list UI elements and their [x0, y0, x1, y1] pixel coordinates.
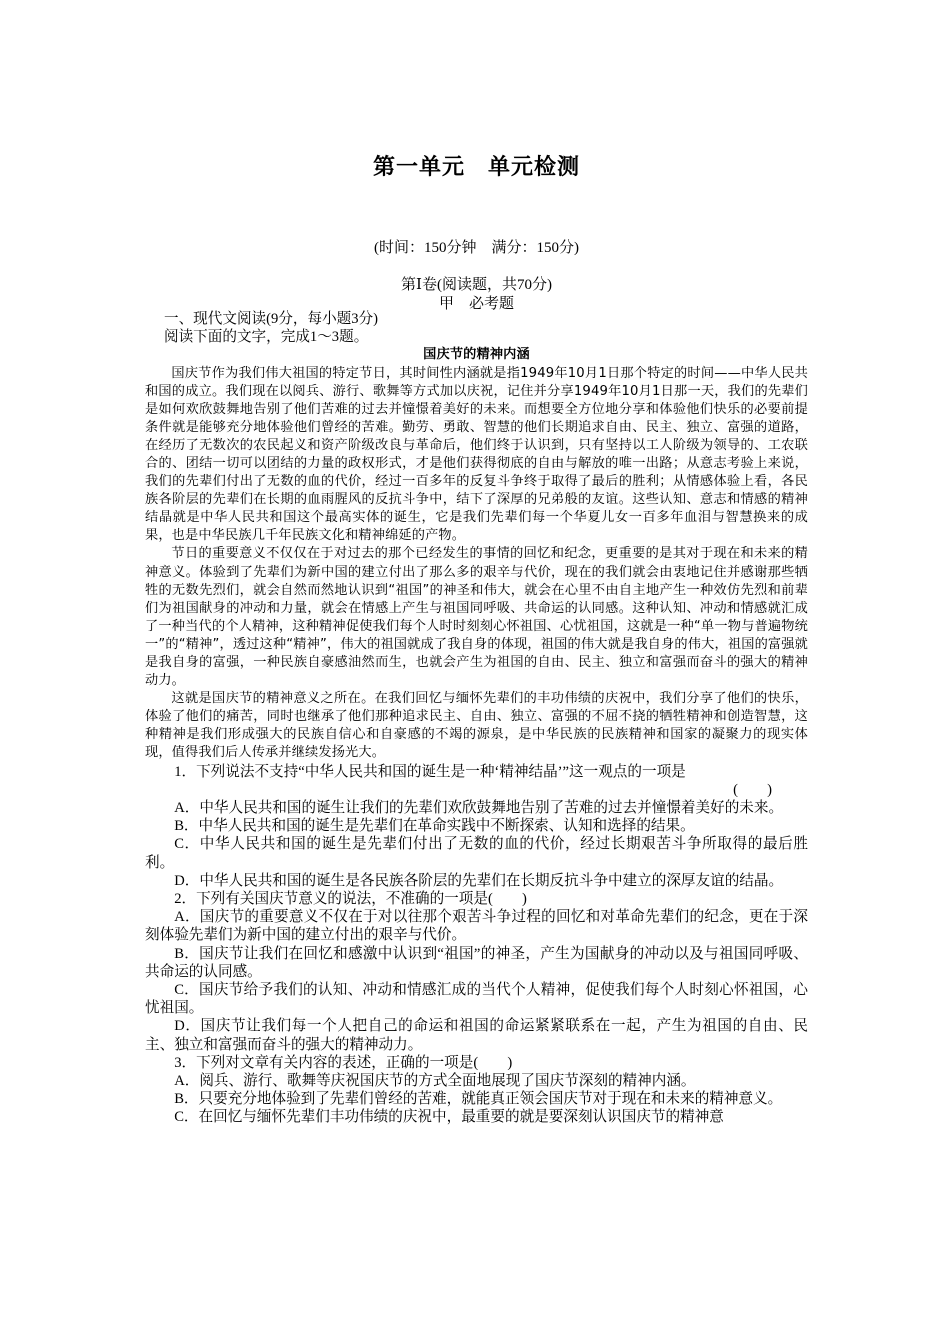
option-c: C．国庆节给予我们的认知、冲动和情感汇成的当代个人精神，促使我们每个人时刻心怀祖国，心忧祖国。 — [145, 982, 808, 1017]
option-c: C．中华人民共和国的诞生是先辈们付出了无数的血的代价，经过长期艰苦斗争所取得的最后胜利。 — [145, 836, 808, 871]
option-a: A．中华人民共和国的诞生让我们的先辈们欢欣鼓舞地告别了苦难的过去并憧憬着美好的未来。 — [174, 799, 784, 816]
page-title: 第一单元 单元检测 — [372, 155, 580, 180]
option-d: D．中华人民共和国的诞生是各民族各阶层的先辈们在长期反抗斗争中建立的深厚友谊的结晶。 — [174, 872, 784, 889]
exam-body — [145, 310, 808, 1127]
required-heading: 甲 必考题 — [438, 296, 514, 312]
article-paragraph: 节日的重要意义不仅仅在于对过去的那个已经发生的事情的回忆和纪念，更重要的是其对于现在和未来的精神意义。体验到了先辈们为新中国的建立付出了那么多的艰辛与代价，现在的我们就会由衷地记住并感谢那些牺牲的无数先烈们，就会自然而然地认识到“祖国”的神圣和伟大，就会在心里不由自主地产生一种效仿先烈和前辈们为祖国献身的冲动和力量，就会在情感上产生与祖国同呼吸、共命运的认同感。这种认知、冲动和情感就汇成了一种当代的个人精神，这种精神促使我们每个人时时刻刻心怀祖国、心忧祖国，这就是一种“单一物与普遍物统一”的“精神”，透过这种“精神”，伟大的祖国就成了我自身的体现，祖国的伟大就是我自身的伟大，祖国的富强就是我自身的富强，一种民族自豪感油然而生，也就会产生为祖国的自由、民主、独立和富强而奋斗的强大的精神动力。 — [145, 546, 808, 689]
question-1 — [145, 763, 808, 890]
option-c: C．在回忆与缅怀先辈们丰功伟绩的庆祝中，最重要的就是要深刻认识国庆节的精神意 — [174, 1109, 724, 1126]
question-stem: 3．下列对文章有关内容的表述，正确的一项是( ) — [174, 1054, 513, 1071]
volume-heading: 第Ⅰ卷(阅读题，共70分) — [401, 277, 552, 293]
option-b: B．只要充分地体验到了先辈们曾经的苦难，就能真正领会国庆节对于现在和未来的精神意义。 — [174, 1091, 783, 1108]
question-stem: 2．下列有关国庆节意义的说法，不准确的一项是( ) — [174, 890, 527, 907]
question-stem: 1．下列说法不支持“中华人民共和国的诞生是一种‘精神结晶’”这一观点的一项是 — [174, 763, 686, 780]
reading-passage — [145, 346, 808, 762]
time-score-line: (时间：150分钟 满分：150分) — [374, 240, 579, 256]
question-2 — [145, 890, 808, 1054]
answer-bracket: ( ) — [733, 781, 772, 798]
article-title: 国庆节的精神内涵 — [423, 347, 530, 363]
option-a: A．阅兵、游行、歌舞等庆祝国庆节的方式全面地展现了国庆节深刻的精神内涵。 — [174, 1073, 696, 1090]
article-paragraph: 这就是国庆节的精神意义之所在。在我们回忆与缅怀先辈们的丰功伟绩的庆祝中，我们分享了他们的快乐，体验了他们的痛苦，同时也继承了他们那种追求民主、自由、独立、富强的不屈不挠的牺牲精神和创造智慧，这种精神是我们形成强大的民族自信心和自豪感的不竭的源泉，是中华民族的民族精神和国家的凝聚力的现实体现，值得我们后人传承并继续发扬光大。 — [145, 691, 808, 761]
reading-instruction: 阅读下面的文字，完成1～3题。 — [163, 329, 369, 346]
option-d: D．国庆节让我们每一个人把自己的命运和祖国的命运紧紧联系在一起，产生为祖国的自由、民主、独立和富强而奋斗的强大的精神动力。 — [145, 1018, 808, 1053]
option-b: B．国庆节让我们在回忆和感激中认识到“祖国”的神圣，产生为国献身的冲动以及与祖国同呼吸、共命运的认同感。 — [145, 945, 808, 980]
option-b: B．中华人民共和国的诞生是先辈们在革命实践中不断探索、认知和选择的结果。 — [174, 818, 695, 835]
article-paragraph: 国庆节作为我们伟大祖国的特定节日，其时间性内涵就是指1949年10月1日那个特定的时间——中华人民共和国的成立。我们现在以阅兵、游行、歌舞等方式加以庆祝，记住并分享1949年10月1日那一天，我们的先辈们是如何欢欣鼓舞地告别了他们苦难的过去并憧憬着美好的未来。而想要全方位地分享和体验他们快乐的必要前提条件就是能够充分地体验他们曾经的苦难。勤劳、勇敢、智慧的他们长期追求自由、民主、独立、富强的道路，在经历了无数次的农民起义和资产阶级改良与革命后，他们终于认识到，只有坚持以工人阶级为领导的、工农联合的、团结一切可以团结的力量的政权形式，才是他们获得彻底的自由与解放的唯一出路；从意志考验上来说，我们的先辈们付出了无数的血的代价，经过一百多年的反复斗争终于取得了最后的胜利；从情感体验上看，各民族各阶层的先辈们在长期的血雨腥风的反抗斗争中，结下了深厚的兄弟般的友谊。这些认知、意志和情感的精神结晶就是中华人民共和国这个最高实体的诞生，它是我们先辈们每一个华夏儿女一百多年血泪与智慧换来的成果，也是中华民族几千年民族文化和精神绵延的产物。 — [145, 365, 808, 544]
section-heading: 一、现代文阅读(9分，每小题3分) — [163, 311, 379, 327]
option-a: A．国庆节的重要意义不仅在于对以往那个艰苦斗争过程的回忆和对革命先辈们的纪念，更在于深刻体验先辈们为新中国的建立付出的艰辛与代价。 — [145, 909, 808, 944]
question-3 — [145, 1054, 808, 1127]
